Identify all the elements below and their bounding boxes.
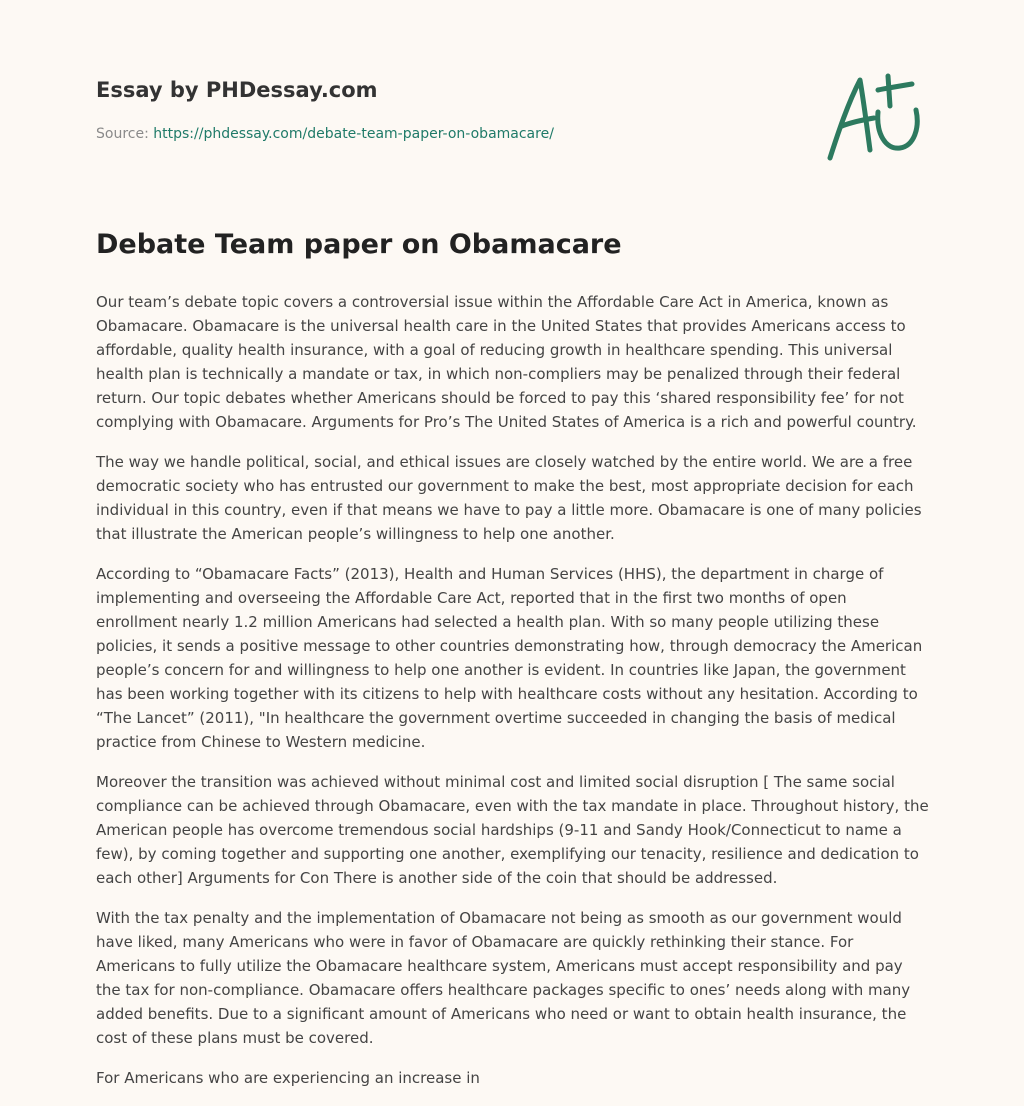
article-paragraph: The way we handle political, social, and ethical issues are closely watched by the entire world. We are a free democratic society who has entrusted our government to make the best, most appropriate decision for each individual in this country, even if that means we have to pay a little more. Obamacare is one of many policies that illustrate the American people’s willingness to help one another. xyxy=(96,453,922,543)
source-line xyxy=(96,126,796,142)
article-paragraph: Moreover the transition was achieved without minimal cost and limited social disruption [ The same social compliance can be achieved through Obamacare, even with the tax mandate in place. Throughout history, the American people has overcome tremendous social hardships (9-11 and Sandy Hook/Connecticut to name a few), by coming together and supporting one another, exemplifying our tenacity, resilience and dedication to each other] Arguments for Con There is another side of the coin that should be addressed. xyxy=(96,773,929,887)
article-paragraph: For Americans who are experiencing an increase in xyxy=(96,1069,480,1087)
site-title: Essay by PHDessay.com xyxy=(96,78,378,102)
article xyxy=(96,226,932,1106)
article-paragraph: With the tax penalty and the implementation of Obamacare not being as smooth as our government would have liked, many Americans who were in favor of Obamacare are quickly rethinking their stance. For Americans to fully utilize the Obamacare healthcare system, Americans must accept responsibility and pay the tax for non-compliance. Obamacare offers healthcare packages specific to ones’ needs along with many added benefits. Due to a significant amount of Americans who need or want to obtain health insurance, the cost of these plans must be covered. xyxy=(96,909,911,1047)
article-paragraph: Our team’s debate topic covers a controversial issue within the Affordable Care Act in America, known as Obamacare. Obamacare is the universal health care in the United States that provides Americans access to affordable, quality health insurance, with a goal of reducing growth in healthcare spending. This universal health plan is technically a mandate or tax, in which non-compliers may be penalized through their federal return. Our topic debates whether Americans should be forced to pay this ‘shared responsibility fee’ for not complying with Obamacare. Arguments for Pro’s The United States of America is a rich and powerful country. xyxy=(96,293,917,431)
source-label: Source: xyxy=(96,126,154,142)
a-plus-logo-icon xyxy=(820,68,930,168)
article-paragraph: According to “Obamacare Facts” (2013), Health and Human Services (HHS), the department in charge of implementing and overseeing the Affordable Care Act, reported that in the first two months of open enrollment nearly 1.2 million Americans had selected a health plan. With so many people utilizing these policies, it sends a positive message to other countries demonstrating how, through democracy the American people’s concern for and willingness to help one another is evident. In countries like Japan, the government has been working together with its citizens to help with healthcare costs without any hesitation. According to “The Lancet” (2011), "In healthcare the government overtime succeeded in changing the basis of medical practice from Chinese to Western medicine. xyxy=(96,565,923,751)
article-title: Debate Team paper on Obamacare xyxy=(96,229,622,260)
page-header xyxy=(96,76,796,142)
source-link[interactable]: https://phdessay.com/debate-team-paper-on-obamacare/ xyxy=(153,126,554,142)
